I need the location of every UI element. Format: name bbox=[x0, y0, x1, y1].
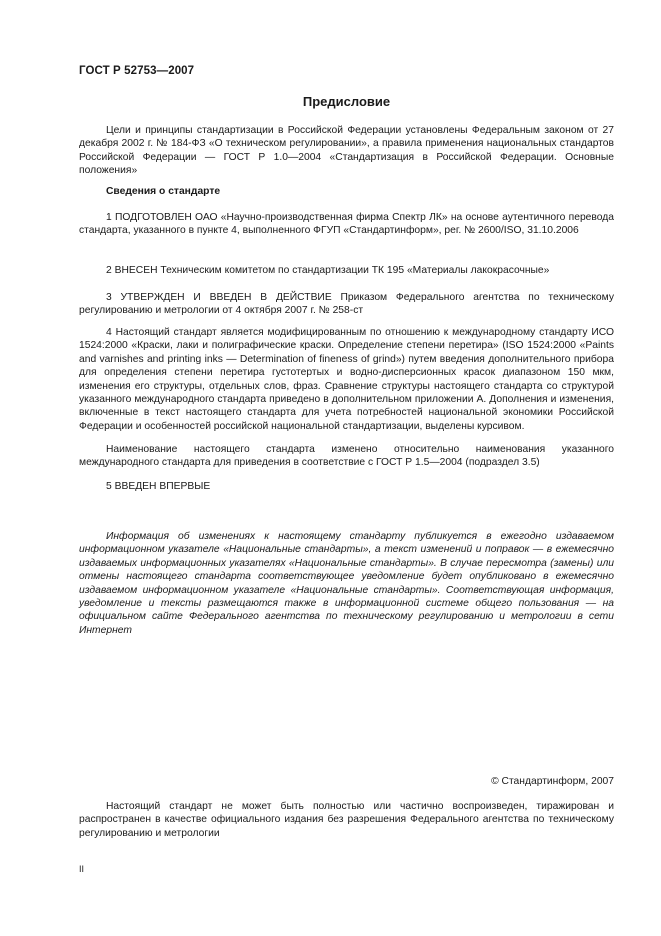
info-notice: Информация об изменениях к настоящему стандарту публикуется в ежегодно издаваемом информационном указателе «Национальные стандарты», а текст изменений и поправок — в ежемесячно издаваемых информационных указателях «Национальные стандарты». В случае пересмотра (замены) или отмены настоящего стандарта соответствующее уведомление будет опубликовано в ежемесячно издаваемом информационном указателе «Национальные стандарты». Соответствующая информация, уведомление и тексты размещаются также в информационной системе общего пользования — на официальном сайте Федерального агентства по техническому регулированию и метрологии в сети Интернет bbox=[79, 531, 614, 636]
item-3-paragraph: 3 УТВЕРЖДЕН И ВВЕДЕН В ДЕЙСТВИЕ Приказом Федерального агентства по техническому регулированию и метрологии от 4 октября 2007 г. № 258-ст bbox=[79, 292, 614, 317]
page-number: II bbox=[79, 864, 85, 874]
standard-code: ГОСТ Р 52753—2007 bbox=[79, 65, 195, 77]
item-1-paragraph: 1 ПОДГОТОВЛЕН ОАО «Научно-производственная фирма Спектр ЛК» на основе аутентичного перевода стандарта, указанного в пункте 4, выполненного ФГУП «Стандартинформ», рег. № 2600/ISO, 31.10.2006 bbox=[79, 212, 614, 237]
item-2-paragraph: 2 ВНЕСЕН Техническим комитетом по стандартизации ТК 195 «Материалы лакокрасочные» bbox=[106, 265, 550, 276]
page-title: Предисловие bbox=[302, 94, 391, 109]
item-5-paragraph: 5 ВВЕДЕН ВПЕРВЫЕ bbox=[106, 481, 211, 492]
reproduction-notice: Настоящий стандарт не может быть полностью или частично воспроизведен, тиражирован и распространен в качестве официального издания без разрешения Федерального агентства по техническому регулированию и метрологии bbox=[79, 801, 614, 839]
title-change-paragraph: Наименование настоящего стандарта изменено относительно наименования указанного международного стандарта для приведения в соответствие с ГОСТ Р 1.5—2004 (подраздел 3.5) bbox=[79, 444, 614, 469]
item-4-paragraph: 4 Настоящий стандарт является модифицированным по отношению к международному стандарту ИСО 1524:2000 «Краски, лаки и полиграфические краски. Определение степени перетира» (ISO 1524:2000 «Paints and varnishes and printing inks — Determination of fineness of grind») путем введения дополнительного прибора для определения степени перетира густотертых и водно-дисперсионных красок диапазоном 150 мкм, изменения его структуры, отдельных слов, фраз. Сравнение структуры настоящего стандарта со структурой указанного международного стандарта приведено в дополнительном приложении А. Дополнения и изменения, включенные в текст настоящего стандарта для учета потребностей национальной экономики Российской Федерации и особенностей российской национальной стандартизации, выделены курсивом. bbox=[79, 327, 614, 432]
section-heading: Сведения о стандарте bbox=[106, 186, 221, 197]
copyright-line: © Стандартинформ, 2007 bbox=[491, 776, 614, 787]
intro-paragraph: Цели и принципы стандартизации в Российской Федерации установлены Федеральным законом от 27 декабря 2002 г. № 184-ФЗ «О техническом регулировании», а правила применения национальных стандартов Российской Федерации — ГОСТ Р 1.0—2004 «Стандартизация в Российской Федерации. Основные положения» bbox=[79, 125, 614, 177]
